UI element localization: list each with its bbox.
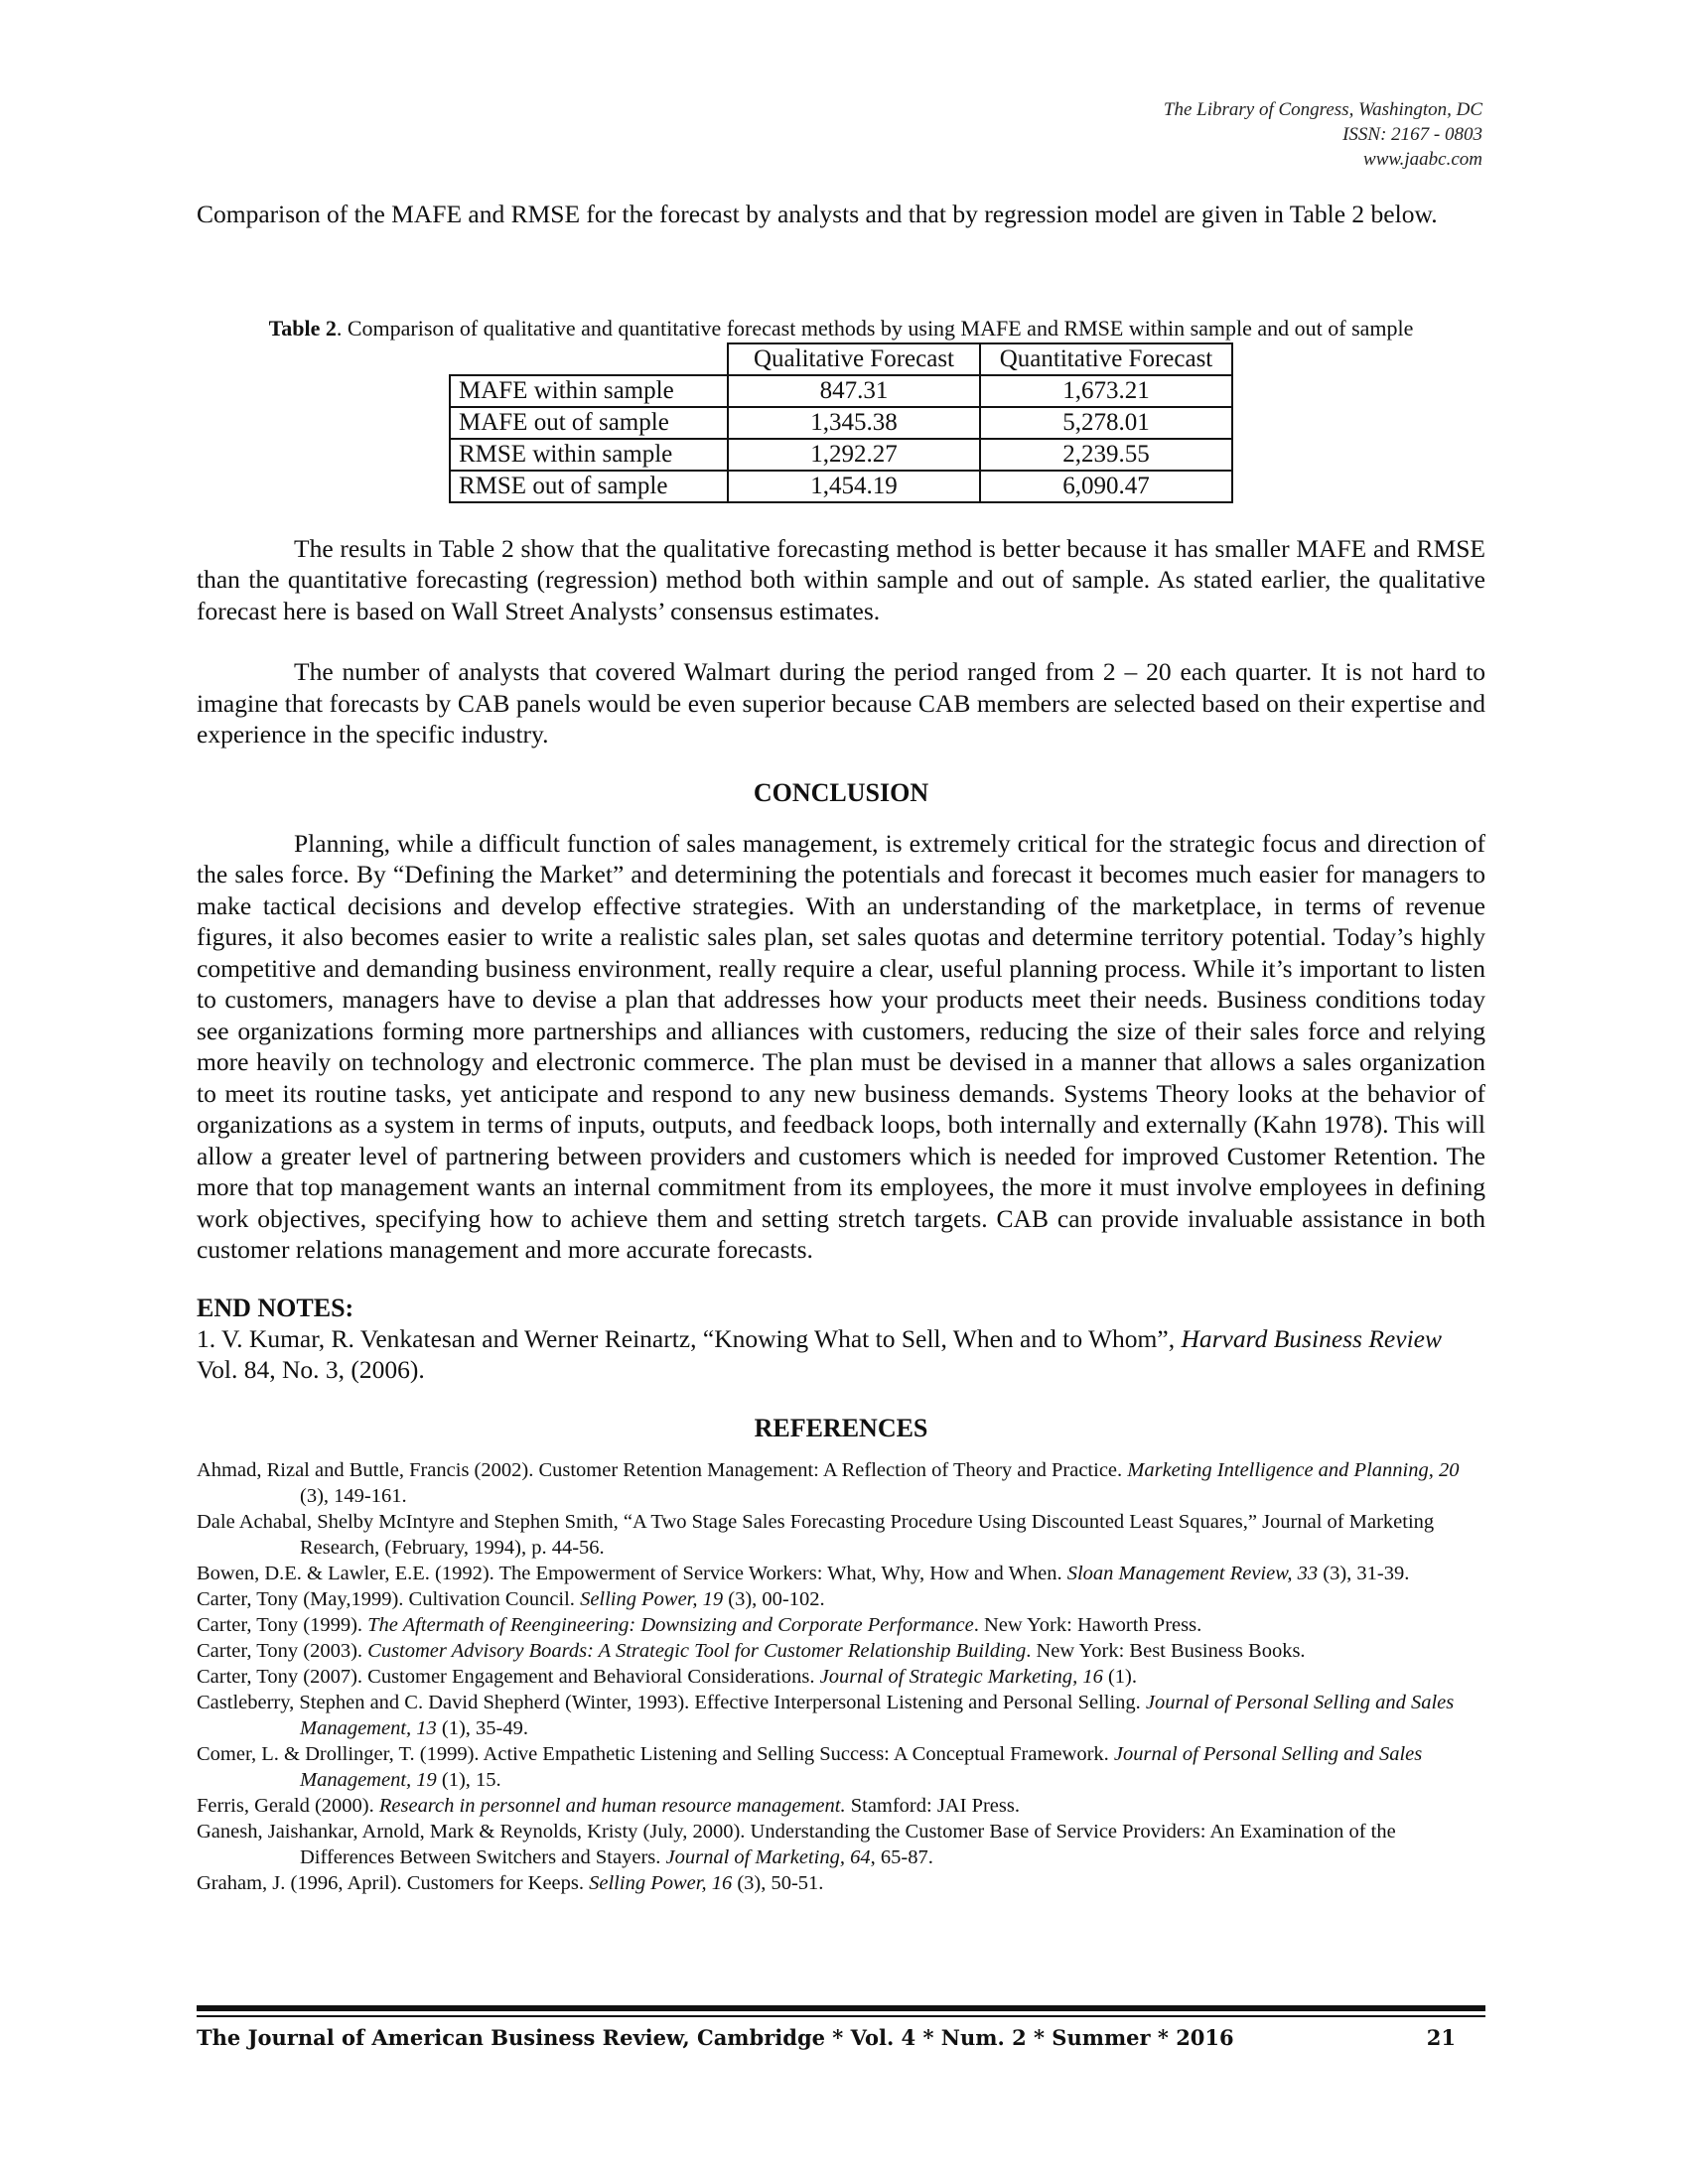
- row-label: RMSE within sample: [450, 439, 728, 471]
- end-note-text: 1. V. Kumar, R. Venkatesan and Werner Reinartz, “Knowing What to Sell, When and to Whom”,: [197, 1323, 1182, 1353]
- ref-source: Journal of Strategic Marketing, 16: [819, 1665, 1103, 1688]
- qualitative-value: 1,454.19: [728, 471, 980, 502]
- reference-entry: [197, 1664, 1485, 1690]
- reference-entry: [197, 1819, 1485, 1870]
- quantitative-value: 5,278.01: [980, 407, 1232, 439]
- reference-entry: [197, 1509, 1485, 1561]
- reference-list: [197, 1457, 1485, 1896]
- ref-text: Carter, Tony (May,1999). Cultivation Council.: [197, 1587, 581, 1610]
- reference-entry: [197, 1870, 1485, 1896]
- running-header: [1164, 97, 1482, 172]
- ref-text: Carter, Tony (2003).: [197, 1639, 368, 1662]
- references-heading: REFERENCES: [754, 1413, 928, 1442]
- ref-source: The Aftermath of Reengineering: Downsizing and Corporate Performance: [367, 1613, 974, 1636]
- reference-entry: [197, 1638, 1485, 1664]
- table-label: Table 2: [268, 315, 337, 341]
- ref-tail: . New York: Best Business Books.: [1026, 1639, 1306, 1662]
- ref-tail: (3), 00-102.: [723, 1587, 825, 1610]
- ref-source: Marketing Intelligence and Planning, 20: [1127, 1458, 1460, 1481]
- analysts-paragraph: The number of analysts that covered Walmart during the period ranged from 2 – 20 each quarter. It is not hard to imagine that forecasts by CAB panels would be even superior because CAB members are selected based on their expertise and experience in the specific industry.: [197, 657, 1485, 749]
- ref-tail: (3), 31-39.: [1318, 1562, 1410, 1584]
- header-website: www.jaabc.com: [1363, 149, 1482, 170]
- ref-text: Castleberry, Stephen and C. David Shepherd (Winter, 1993). Effective Interpersonal Listening and Personal Selling.: [197, 1691, 1146, 1713]
- conclusion-paragraph: Planning, while a difficult function of sales management, is extremely critical for the strategic focus and direction of the sales force. By “Defining the Market” and determining the potentials and forecast it becomes much easier for managers to make tactical decisions and develop effective strategies. With an understanding of the marketplace, in terms of revenue figures, it also becomes easier to write a realistic sales plan, set sales quotas and determine territory potential. Today’s highly competitive and demanding business environment, really require a clear, useful planning process. While it’s important to listen to customers, managers have to devise a plan that addresses how your products meet their needs. Business conditions today see organizations forming more partnerships and alliances with customers, reducing the size of their sales force and relying more heavily on technology and electronic commerce. The plan must be devised in a manner that allows a sales organization to meet its routine tasks, yet anticipate and respond to any new business demands. Systems Theory looks at the behavior of organizations as a system in terms of inputs, outputs, and feedback loops, both internally and externally (Kahn 1978). This will allow a greater level of partnering between providers and customers which is needed for improved Customer Retention. The more that top management wants an internal commitment from its employees, the more it must involve employees in defining work objectives, specifying how to achieve them and setting stretch targets. CAB can provide invaluable assistance in both customer relations management and more accurate forecasts.: [197, 828, 1485, 1264]
- ref-text: Ganesh, Jaishankar, Arnold, Mark & Reynolds, Kristy (July, 2000). Understanding the Customer Base of Service Providers: An Examination of the Differences Between Switchers and Stayers.: [197, 1820, 1396, 1868]
- ref-source: Journal of Personal Selling and Sales Management, 19: [300, 1742, 1423, 1791]
- intro-paragraph: Comparison of the MAFE and RMSE for the forecast by analysts and that by regression model are given in Table 2 below.: [197, 200, 1438, 228]
- qualitative-value: 847.31: [728, 375, 980, 407]
- ref-source: Journal of Personal Selling and Sales Management, 13: [300, 1691, 1455, 1739]
- row-label: MAFE within sample: [450, 375, 728, 407]
- reference-entry: [197, 1457, 1485, 1509]
- table-caption: [197, 316, 1485, 341]
- page-number: 21: [1426, 2025, 1456, 2050]
- table-row: [450, 375, 1232, 407]
- header-library: The Library of Congress, Washington, DC: [1163, 99, 1482, 120]
- table-caption-text: . Comparison of qualitative and quantitative forecast methods by using MAFE and RMSE within sample and out of sample: [336, 315, 1414, 341]
- quantitative-value: 2,239.55: [980, 439, 1232, 471]
- ref-tail: (1).: [1102, 1665, 1138, 1688]
- ref-source: Research in personnel and human resource management.: [378, 1794, 846, 1817]
- header-issn: ISSN: 2167 - 0803: [1342, 124, 1482, 145]
- ref-text: Carter, Tony (1999).: [197, 1613, 368, 1636]
- ref-text: Ahmad, Rizal and Buttle, Francis (2002). Customer Retention Management: A Reflection of Theory and Practice.: [197, 1458, 1128, 1481]
- ref-text: Dale Achabal, Shelby McIntyre and Stephen Smith, “A Two Stage Sales Forecasting Procedure Using Discounted Least Squares,” Journal of Marketing Research, (February, 1994), p. 44-56.: [197, 1510, 1435, 1559]
- ref-tail: (3), 50-51.: [732, 1871, 824, 1894]
- ref-tail: Stamford: JAI Press.: [845, 1794, 1020, 1817]
- ref-source: Customer Advisory Boards: A Strategic Tool for Customer Relationship Building: [367, 1639, 1027, 1662]
- page-body: [197, 199, 1485, 1896]
- conclusion-heading: CONCLUSION: [753, 777, 929, 807]
- reference-entry: [197, 1793, 1485, 1819]
- row-label: MAFE out of sample: [450, 407, 728, 439]
- column-header: Qualitative Forecast: [728, 343, 980, 375]
- ref-tail: . New York: Haworth Press.: [973, 1613, 1202, 1636]
- running-footer: [197, 2025, 1485, 2050]
- reference-entry: [197, 1561, 1485, 1586]
- row-label: RMSE out of sample: [450, 471, 728, 502]
- footer-rule-thin: [197, 2015, 1485, 2017]
- column-header: Quantitative Forecast: [980, 343, 1232, 375]
- ref-tail: (1), 35-49.: [436, 1716, 529, 1739]
- ref-source: Sloan Management Review, 33: [1066, 1562, 1319, 1584]
- end-note-item: [197, 1323, 1485, 1386]
- footer-rule-thick: [197, 2005, 1485, 2011]
- qualitative-value: 1,345.38: [728, 407, 980, 439]
- ref-text: Carter, Tony (2007). Customer Engagement and Behavioral Considerations.: [197, 1665, 820, 1688]
- results-paragraph: The results in Table 2 show that the qualitative forecasting method is better because it has smaller MAFE and RMSE than the quantitative forecasting (regression) method both within sample and out of sample. As stated earlier, the qualitative forecast here is based on Wall Street Analysts’ consensus estimates.: [197, 533, 1485, 625]
- table-row: [450, 407, 1232, 439]
- reference-entry: [197, 1612, 1485, 1638]
- reference-entry: [197, 1586, 1485, 1612]
- reference-entry: [197, 1690, 1485, 1741]
- ref-text: Comer, L. & Drollinger, T. (1999). Active Empathetic Listening and Selling Success: A Conceptual Framework.: [197, 1742, 1114, 1765]
- ref-text: Bowen, D.E. & Lawler, E.E. (1992). The Empowerment of Service Workers: What, Why, How and When.: [197, 1562, 1067, 1584]
- quantitative-value: 1,673.21: [980, 375, 1232, 407]
- end-notes-heading: END NOTES:: [197, 1293, 354, 1322]
- end-note-journal: Harvard Business Review: [1181, 1323, 1442, 1353]
- ref-source: Journal of Marketing, 64: [665, 1845, 871, 1868]
- ref-source: Selling Power, 16: [589, 1871, 733, 1894]
- reference-entry: [197, 1741, 1485, 1793]
- ref-source: Selling Power, 19: [580, 1587, 724, 1610]
- footer-journal: The Journal of American Business Review, Cambridge * Vol. 4 * Num. 2 * Summer * 2016: [197, 2025, 1234, 2050]
- ref-tail: (1), 15.: [436, 1768, 501, 1791]
- ref-tail: (3), 149-161.: [300, 1484, 407, 1507]
- table-corner-cell: [450, 343, 728, 375]
- table-row: [450, 439, 1232, 471]
- table-row: [450, 471, 1232, 502]
- ref-text: Ferris, Gerald (2000).: [197, 1794, 379, 1817]
- ref-text: Graham, J. (1996, April). Customers for Keeps.: [197, 1871, 590, 1894]
- end-note-tail: Vol. 84, No. 3, (2006).: [197, 1355, 425, 1384]
- comparison-table: [449, 342, 1233, 503]
- qualitative-value: 1,292.27: [728, 439, 980, 471]
- table-header-row: [450, 343, 1232, 375]
- quantitative-value: 6,090.47: [980, 471, 1232, 502]
- ref-tail: , 65-87.: [870, 1845, 933, 1868]
